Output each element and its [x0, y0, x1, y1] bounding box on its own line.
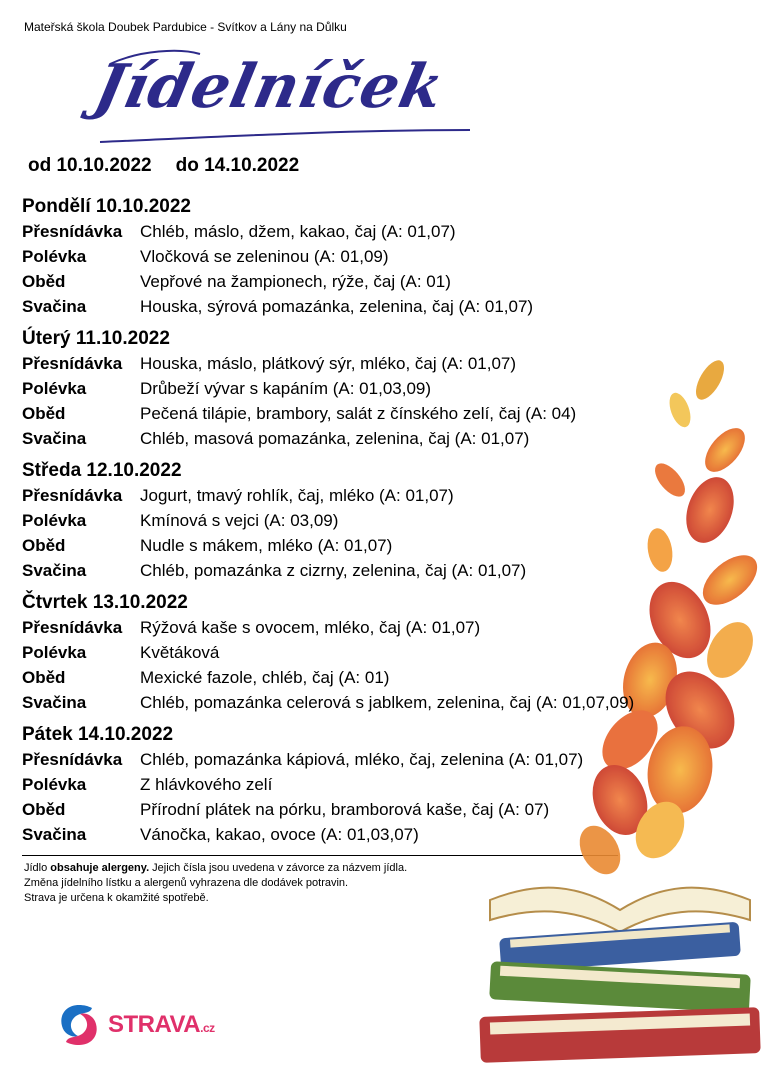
- strava-logo-text: [108, 1011, 215, 1039]
- meal-row: [22, 219, 742, 244]
- meal-value: Přírodní plátek na pórku, bramborová kaše, čaj (A: 07): [140, 800, 550, 819]
- period-from: od 10.10.2022: [28, 155, 152, 176]
- meal-row: [22, 797, 742, 822]
- meal-row: [22, 244, 742, 269]
- meal-label: Přesnídávka: [22, 486, 123, 505]
- meal-value: Jogurt, tmavý rohlík, čaj, mléko (A: 01,07): [140, 486, 454, 505]
- day-section: [22, 194, 742, 319]
- menu-title-text: Jídelníček: [88, 52, 451, 122]
- meal-row: [22, 533, 742, 558]
- meal-row: [22, 483, 742, 508]
- meal-label: Polévka: [22, 775, 87, 794]
- meal-row: [22, 269, 742, 294]
- meal-row: [22, 558, 742, 583]
- meal-value: Rýžová kaše s ovocem, mléko, čaj (A: 01,07): [140, 618, 481, 637]
- strava-logo: [56, 1002, 215, 1048]
- meal-value: Pečená tilápie, brambory, salát z čínského zelí, čaj (A: 04): [140, 404, 577, 423]
- meal-value: Vločková se zeleninou (A: 01,09): [140, 247, 389, 266]
- meal-label: Oběd: [22, 404, 66, 423]
- meal-label: Přesnídávka: [22, 354, 123, 373]
- books-stack: [479, 888, 760, 1063]
- meal-row: [22, 640, 742, 665]
- weekly-menu: [22, 194, 742, 854]
- meal-row: [22, 294, 742, 319]
- meal-value: Mexické fazole, chléb, čaj (A: 01): [140, 668, 390, 687]
- meal-label: Svačina: [22, 825, 87, 844]
- meal-value: Chléb, masová pomazánka, zelenina, čaj (A: 01,07): [140, 429, 530, 448]
- meal-label: Přesnídávka: [22, 750, 123, 769]
- notes-suffix: Jejich čísla jsou uvedena v závorce za názvem jídla.: [149, 862, 408, 874]
- meal-label: Oběd: [22, 668, 66, 687]
- meal-row: [22, 426, 742, 451]
- meal-label: Přesnídávka: [22, 618, 123, 637]
- meal-row: [22, 615, 742, 640]
- meal-value: Nudle s mákem, mléko (A: 01,07): [140, 536, 393, 555]
- meal-label: Polévka: [22, 247, 87, 266]
- notes-line-1: [24, 861, 407, 876]
- day-title: Úterý 11.10.2022: [22, 328, 170, 349]
- meal-row: [22, 772, 742, 797]
- meal-value: Chléb, pomazánka z cizrny, zelenina, čaj (A: 01,07): [140, 561, 527, 580]
- logo-name: STRAVA: [108, 1011, 201, 1038]
- notes-line-3: Strava je určena k okamžité spotřebě.: [24, 892, 209, 904]
- meal-value: Houska, máslo, plátkový sýr, mléko, čaj (A: 01,07): [140, 354, 517, 373]
- meal-label: Svačina: [22, 297, 87, 316]
- notes-line-2: Změna jídelního lístku a alergenů vyhrazena dle dodávek potravin.: [24, 877, 349, 889]
- notes-prefix: Jídlo: [24, 862, 51, 874]
- meal-row: [22, 822, 742, 847]
- school-name: Mateřská škola Doubek Pardubice - Svítkov a Lány na Důlku: [24, 20, 347, 34]
- meal-value: Z hlávkového zelí: [140, 775, 273, 794]
- meal-row: [22, 351, 742, 376]
- day-title: Pátek 14.10.2022: [22, 724, 174, 745]
- menu-period: [28, 155, 323, 177]
- meal-value: Vepřové na žampionech, rýže, čaj (A: 01): [140, 272, 451, 291]
- meal-label: Oběd: [22, 800, 66, 819]
- meal-label: Svačina: [22, 429, 87, 448]
- meal-label: Oběd: [22, 272, 66, 291]
- meal-row: [22, 508, 742, 533]
- period-to: do 14.10.2022: [175, 155, 300, 176]
- meal-value: Květáková: [140, 643, 220, 662]
- day-title: Středa 12.10.2022: [22, 460, 182, 481]
- meal-value: Chléb, máslo, džem, kakao, čaj (A: 01,07): [140, 222, 456, 241]
- meal-row: [22, 747, 742, 772]
- meal-row: [22, 665, 742, 690]
- day-title: Čtvrtek 13.10.2022: [22, 592, 188, 613]
- menu-title: [80, 46, 480, 156]
- meal-value: Chléb, pomazánka celerová s jablkem, zelenina, čaj (A: 01,07,09): [140, 693, 635, 712]
- notes-bold: obsahuje alergeny.: [50, 862, 150, 874]
- logo-suffix: .cz: [200, 1021, 215, 1035]
- meal-value: Houska, sýrová pomazánka, zelenina, čaj (A: 01,07): [140, 297, 534, 316]
- meal-row: [22, 376, 742, 401]
- meal-label: Svačina: [22, 561, 87, 580]
- meal-value: Chléb, pomazánka kápiová, mléko, čaj, zelenina (A: 01,07): [140, 750, 584, 769]
- meal-label: Polévka: [22, 511, 87, 530]
- meal-value: Kmínová s vejci (A: 03,09): [140, 511, 339, 530]
- allergen-notes: [24, 861, 407, 906]
- meal-label: Polévka: [22, 379, 87, 398]
- meal-label: Polévka: [22, 643, 87, 662]
- meal-value: Vánočka, kakao, ovoce (A: 01,03,07): [140, 825, 419, 844]
- meal-row: [22, 690, 742, 715]
- meal-label: Přesnídávka: [22, 222, 123, 241]
- meal-row: [22, 401, 742, 426]
- meal-label: Svačina: [22, 693, 87, 712]
- meal-value: Drůbeží vývar s kapáním (A: 01,03,09): [140, 379, 432, 398]
- day-title: Pondělí 10.10.2022: [22, 196, 191, 217]
- strava-logo-icon: [56, 1002, 102, 1048]
- meal-label: Oběd: [22, 536, 66, 555]
